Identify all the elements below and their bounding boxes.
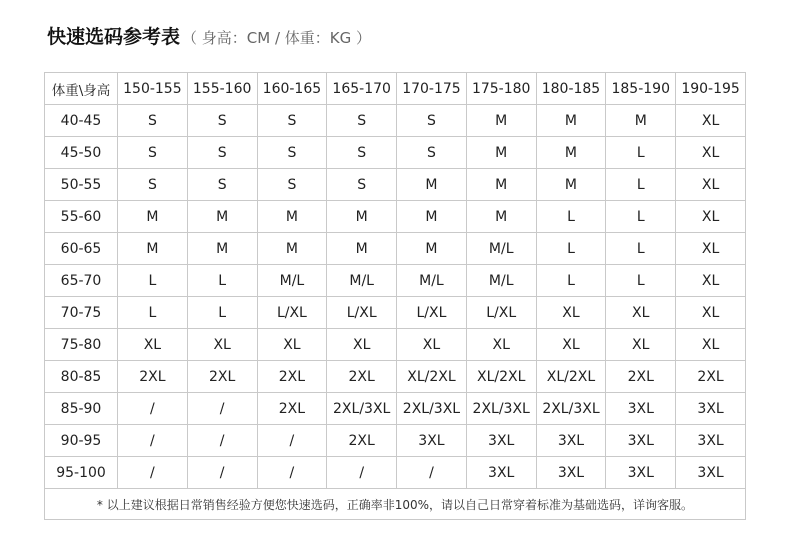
height-header: 155-160	[187, 73, 257, 105]
table-row	[45, 425, 746, 457]
size-cell: 3XL	[676, 457, 746, 489]
size-cell: /	[118, 425, 188, 457]
size-cell: L	[187, 297, 257, 329]
size-cell: M	[257, 233, 327, 265]
size-cell: XL	[676, 265, 746, 297]
corner-header: 体重\身高	[45, 73, 118, 105]
size-cell: L/XL	[397, 297, 467, 329]
size-cell: 3XL	[397, 425, 467, 457]
weight-cell: 75-80	[45, 329, 118, 361]
height-header: 160-165	[257, 73, 327, 105]
size-cell: 3XL	[466, 425, 536, 457]
size-cell: S	[397, 105, 467, 137]
size-cell: 2XL	[187, 361, 257, 393]
size-cell: 2XL/3XL	[466, 393, 536, 425]
size-cell: L/XL	[257, 297, 327, 329]
size-cell: /	[257, 425, 327, 457]
size-cell: L	[536, 201, 606, 233]
size-cell: S	[327, 169, 397, 201]
size-cell: L	[606, 137, 676, 169]
size-cell: L/XL	[466, 297, 536, 329]
size-cell: XL	[536, 297, 606, 329]
size-cell: S	[257, 137, 327, 169]
size-cell: M	[466, 169, 536, 201]
size-cell: /	[118, 393, 188, 425]
size-cell: M	[118, 201, 188, 233]
size-cell: S	[118, 105, 188, 137]
weight-cell: 65-70	[45, 265, 118, 297]
size-cell: M	[327, 233, 397, 265]
size-cell: 2XL	[606, 361, 676, 393]
size-cell: M	[187, 201, 257, 233]
size-cell: M	[397, 233, 467, 265]
size-cell: M/L	[466, 233, 536, 265]
size-cell: S	[327, 137, 397, 169]
size-cell: 3XL	[536, 425, 606, 457]
size-cell: 2XL	[327, 361, 397, 393]
size-cell: M/L	[397, 265, 467, 297]
size-cell: S	[118, 169, 188, 201]
size-cell: M	[118, 233, 188, 265]
size-cell: XL	[606, 329, 676, 361]
size-cell: 3XL	[536, 457, 606, 489]
size-cell: M	[536, 137, 606, 169]
size-cell: L	[536, 233, 606, 265]
size-cell: 2XL	[257, 361, 327, 393]
size-cell: 2XL/3XL	[397, 393, 467, 425]
table-row	[45, 265, 746, 297]
size-cell: XL	[676, 233, 746, 265]
size-cell: XL	[187, 329, 257, 361]
size-cell: S	[257, 105, 327, 137]
size-cell: L	[536, 265, 606, 297]
size-cell: M	[327, 201, 397, 233]
size-note: * 以上建议根据日常销售经验方便您快速选码，正确率非100%，请以自己日常穿着标准为基础选码，详询客服。	[45, 489, 746, 520]
size-cell: M/L	[327, 265, 397, 297]
size-chart-table	[44, 72, 746, 520]
size-cell: S	[327, 105, 397, 137]
size-cell: 3XL	[466, 457, 536, 489]
size-cell: 3XL	[676, 393, 746, 425]
size-cell: 3XL	[606, 393, 676, 425]
header-row	[45, 73, 746, 105]
size-cell: L	[118, 265, 188, 297]
weight-cell: 45-50	[45, 137, 118, 169]
height-header: 170-175	[397, 73, 467, 105]
size-cell: XL	[118, 329, 188, 361]
size-cell: L	[606, 201, 676, 233]
size-cell: XL	[466, 329, 536, 361]
size-cell: M	[466, 201, 536, 233]
size-cell: /	[187, 457, 257, 489]
size-cell: XL	[676, 169, 746, 201]
size-cell: S	[118, 137, 188, 169]
size-cell: XL	[676, 201, 746, 233]
weight-cell: 70-75	[45, 297, 118, 329]
size-cell: M	[466, 105, 536, 137]
size-cell: S	[257, 169, 327, 201]
size-cell: XL/2XL	[466, 361, 536, 393]
size-cell: M	[466, 137, 536, 169]
size-cell: M	[397, 169, 467, 201]
table-row	[45, 297, 746, 329]
size-cell: /	[257, 457, 327, 489]
table-row	[45, 137, 746, 169]
size-cell: S	[187, 105, 257, 137]
size-cell: 3XL	[676, 425, 746, 457]
size-cell: M	[536, 105, 606, 137]
weight-cell: 90-95	[45, 425, 118, 457]
weight-cell: 55-60	[45, 201, 118, 233]
weight-cell: 85-90	[45, 393, 118, 425]
table-row	[45, 201, 746, 233]
page-title	[47, 22, 371, 49]
size-cell: /	[187, 425, 257, 457]
size-cell: 3XL	[606, 457, 676, 489]
size-cell: XL	[397, 329, 467, 361]
size-cell: XL/2XL	[397, 361, 467, 393]
size-cell: /	[118, 457, 188, 489]
size-cell: 2XL	[257, 393, 327, 425]
table-row	[45, 457, 746, 489]
table-row	[45, 393, 746, 425]
size-cell: L	[187, 265, 257, 297]
table-row	[45, 169, 746, 201]
size-cell: XL	[606, 297, 676, 329]
weight-cell: 80-85	[45, 361, 118, 393]
table-row	[45, 105, 746, 137]
size-cell: L	[606, 265, 676, 297]
size-cell: 3XL	[606, 425, 676, 457]
size-cell: /	[397, 457, 467, 489]
size-cell: L/XL	[327, 297, 397, 329]
size-cell: L	[118, 297, 188, 329]
height-header: 185-190	[606, 73, 676, 105]
size-cell: 2XL/3XL	[327, 393, 397, 425]
height-header: 150-155	[118, 73, 188, 105]
size-cell: XL	[327, 329, 397, 361]
size-cell: XL	[676, 329, 746, 361]
height-header: 190-195	[676, 73, 746, 105]
size-cell: 2XL	[118, 361, 188, 393]
size-cell: XL	[676, 297, 746, 329]
weight-cell: 95-100	[45, 457, 118, 489]
size-cell: L	[606, 233, 676, 265]
size-cell: XL	[536, 329, 606, 361]
height-header: 165-170	[327, 73, 397, 105]
size-cell: M/L	[466, 265, 536, 297]
table-row	[45, 361, 746, 393]
size-cell: 2XL	[676, 361, 746, 393]
size-cell: S	[187, 169, 257, 201]
size-cell: M	[606, 105, 676, 137]
note-row	[45, 489, 746, 520]
size-cell: 2XL/3XL	[536, 393, 606, 425]
height-header: 180-185	[536, 73, 606, 105]
size-cell: 2XL	[327, 425, 397, 457]
size-cell: M/L	[257, 265, 327, 297]
table-row	[45, 329, 746, 361]
size-cell: XL	[676, 137, 746, 169]
size-cell: /	[187, 393, 257, 425]
size-cell: XL/2XL	[536, 361, 606, 393]
height-header: 175-180	[466, 73, 536, 105]
weight-cell: 40-45	[45, 105, 118, 137]
table-row	[45, 233, 746, 265]
size-cell: L	[606, 169, 676, 201]
size-cell: XL	[257, 329, 327, 361]
size-cell: /	[327, 457, 397, 489]
size-cell: S	[397, 137, 467, 169]
size-cell: M	[397, 201, 467, 233]
size-cell: S	[187, 137, 257, 169]
size-cell: M	[187, 233, 257, 265]
size-cell: XL	[676, 105, 746, 137]
size-cell: M	[257, 201, 327, 233]
weight-cell: 50-55	[45, 169, 118, 201]
title-units: （ 身高：CM / 体重：KG ）	[182, 29, 372, 47]
weight-cell: 60-65	[45, 233, 118, 265]
title-text: 快速选码参考表	[47, 26, 181, 48]
size-cell: M	[536, 169, 606, 201]
